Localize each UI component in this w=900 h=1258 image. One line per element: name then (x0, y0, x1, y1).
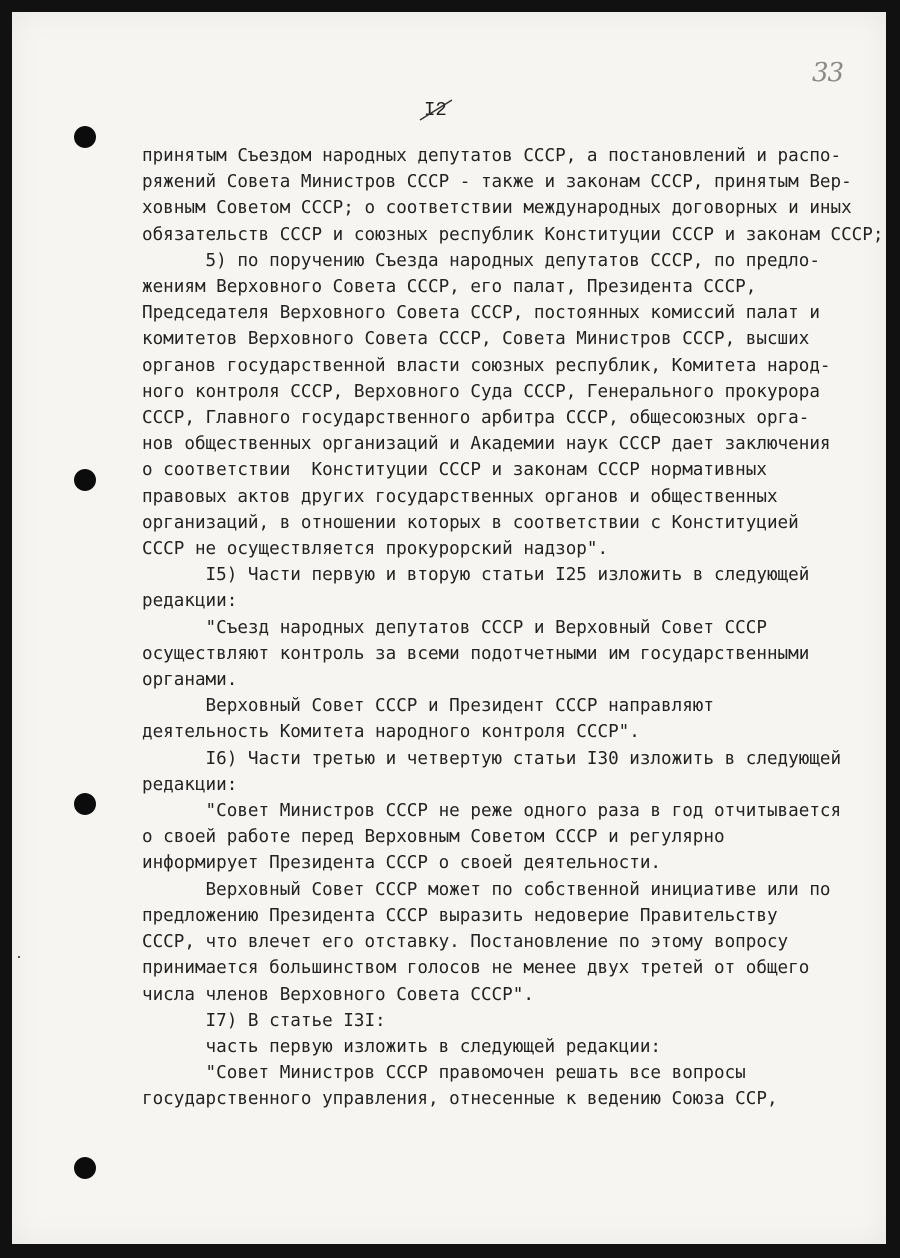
text-line: обязательств СССР и союзных республик Конституции СССР и законам СССР; (142, 224, 884, 245)
text-line: часть первую изложить в следующей редакции: (142, 1036, 662, 1057)
text-line: числа членов Верховного Совета СССР". (142, 984, 534, 1005)
text-line: редакции: (142, 774, 238, 795)
text-line: органами. (142, 670, 238, 691)
text-line: I6) Части третью и четвертую статьи I30 изложить в следующей (142, 748, 842, 769)
text-line: "Съезд народных депутатов СССР и Верховный Совет СССР (142, 617, 767, 638)
text-line: СССР, Главного государственного арбитра СССР, общесоюзных орга- (142, 408, 810, 429)
text-line: Председателя Верховного Совета СССР, постоянных комиссий палат и (142, 303, 820, 324)
text-line: ряжений Совета Министров СССР - также и законам СССР, принятым Вер- (142, 172, 852, 193)
punch-hole-3 (74, 793, 96, 815)
text-line: Верховный Совет СССР и Президент СССР направляют (142, 696, 714, 717)
text-line: "Совет Министров СССР не реже одного раза в год отчитывается (142, 801, 842, 822)
text-line: СССР не осуществляется прокурорский надзор". (142, 539, 609, 560)
text-line: принятым Съездом народных депутатов СССР, а постановлений и распо- (142, 146, 842, 166)
archive-page-number: 33 (812, 58, 844, 88)
text-line: ховным Советом СССР; о соответствии международных договорных и иных (142, 198, 852, 219)
text-line: комитетов Верховного Совета СССР, Совета Министров СССР, высших (142, 329, 810, 350)
text-line: I5) Части первую и вторую статьи I25 изложить в следующей (142, 565, 810, 586)
text-line: деятельность Комитета народного контроля СССР". (142, 722, 640, 743)
text-line: I7) В статье I3I: (142, 1010, 386, 1031)
stray-mark (18, 956, 20, 958)
punch-hole-1 (74, 126, 96, 148)
text-line: Верховный Совет СССР может по собственной инициативе или по (142, 879, 831, 900)
page-number-strike-mark (418, 96, 456, 124)
text-line: о своей работе перед Верховным Советом СССР и регулярно (142, 827, 725, 848)
text-line: предложению Президента СССР выразить недоверие Правительству (142, 905, 778, 926)
text-line: органов государственной власти союзных республик, Комитета народ- (142, 355, 831, 376)
text-line: ного контроля СССР, Верховного Суда СССР, Генерального прокурора (142, 381, 820, 402)
text-line: принимается большинством голосов не менее двух третей от общего (142, 958, 810, 979)
text-line: жениям Верховного Совета СССР, его палат, Президента СССР, (142, 277, 757, 298)
punch-hole-4 (74, 1157, 96, 1179)
text-line: информирует Президента СССР о своей деятельности. (142, 853, 662, 874)
punch-hole-2 (74, 469, 96, 491)
document-body-text (142, 143, 882, 1113)
text-line: о соответствии Конституции СССР и законам СССР нормативных (142, 460, 767, 481)
text-line: правовых актов других государственных органов и общественных (142, 486, 778, 507)
text-line: СССР, что влечет его отставку. Постановление по этому вопросу (142, 932, 789, 953)
text-line: редакции: (142, 591, 238, 612)
text-line: организаций, в отношении которых в соответствии с Конституцией (142, 512, 799, 533)
page-number: I2 (424, 99, 447, 121)
text-line: 5) по поручению Съезда народных депутатов СССР, по предло- (142, 250, 820, 271)
text-line: "Совет Министров СССР правомочен решать все вопросы (142, 1063, 746, 1084)
text-line: государственного управления, отнесенные к ведению Союза ССР, (142, 1089, 778, 1110)
text-line: нов общественных организаций и Академии наук СССР дает заключения (142, 434, 831, 455)
text-line: осуществляют контроль за всеми подотчетными им государственными (142, 643, 810, 664)
